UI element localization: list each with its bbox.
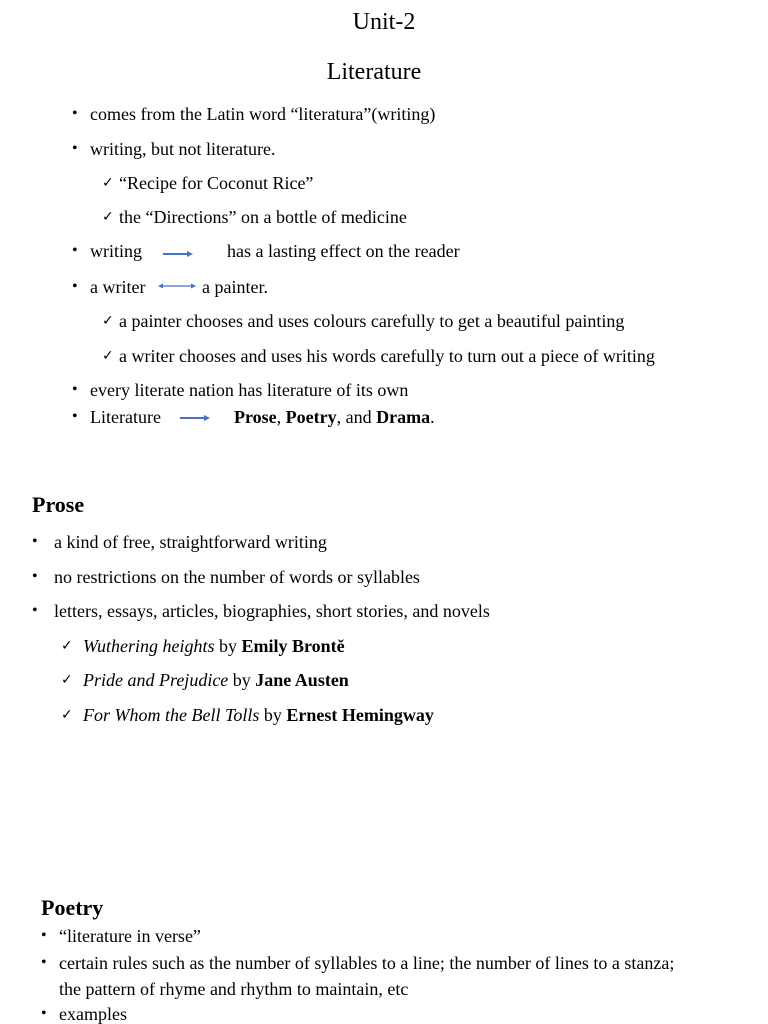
book-citation <box>83 636 345 656</box>
book-title: For Whom the Bell Tolls <box>83 705 260 725</box>
point-text-left: a writer <box>90 277 146 297</box>
bullet: • <box>72 242 78 259</box>
bullet: • <box>41 927 47 944</box>
division-poetry: Poetry <box>285 407 337 427</box>
point-text-left: writing <box>90 241 142 261</box>
book-citation <box>83 670 349 690</box>
divisions-list <box>234 407 435 427</box>
bullet: • <box>72 105 78 122</box>
example-text: the “Directions” on a bottle of medicine <box>119 207 407 227</box>
book-title: Wuthering heights <box>83 636 215 656</box>
point-text: a kind of free, straightforward writing <box>54 532 327 552</box>
bullet: • <box>41 1005 47 1022</box>
example-text: a writer chooses and uses his words carefully to turn out a piece of writing <box>119 346 655 366</box>
division-prose: Prose <box>234 407 277 427</box>
point-text: certain rules such as the number of syllables to a line; the number of lines to a stanza; <box>59 953 675 973</box>
bullet: • <box>32 568 38 585</box>
point-text-right: has a lasting effect on the reader <box>227 241 460 261</box>
bullet: • <box>72 278 78 295</box>
example-text: a painter chooses and uses colours carefully to get a beautiful painting <box>119 311 625 331</box>
check-icon: ✓ <box>102 313 114 329</box>
bullet: • <box>41 954 47 971</box>
right-arrow-icon <box>179 413 211 423</box>
book-author: Jane Austen <box>255 670 349 690</box>
point-text-right: a painter. <box>202 277 268 297</box>
point-text: no restrictions on the number of words or syllables <box>54 567 420 587</box>
book-title: Pride and Prejudice <box>83 670 229 690</box>
separator: , <box>276 407 286 427</box>
point-text: writing, but not literature. <box>90 139 276 159</box>
bullet: • <box>32 602 38 619</box>
separator: , and <box>336 407 377 427</box>
check-icon: ✓ <box>102 209 114 225</box>
bullet: • <box>72 381 78 398</box>
check-icon: ✓ <box>61 707 73 723</box>
prose-heading: Prose <box>32 492 85 517</box>
book-author: Ernest Hemingway <box>286 705 434 725</box>
bullet: • <box>72 408 78 425</box>
point-text-left: Literature <box>90 407 161 427</box>
example-text: “Recipe for Coconut Rice” <box>119 173 314 193</box>
bullet: • <box>32 533 38 550</box>
bullet: • <box>72 140 78 157</box>
by-word: by <box>232 670 251 690</box>
page-title: Literature <box>326 59 422 85</box>
right-arrow-icon <box>162 249 194 259</box>
poetry-heading: Poetry <box>41 895 104 920</box>
point-text: letters, essays, articles, biographies, short stories, and novels <box>54 601 490 621</box>
by-word: by <box>219 636 237 656</box>
division-drama: Drama <box>376 407 431 427</box>
check-icon: ✓ <box>102 175 114 191</box>
double-arrow-icon <box>158 282 196 290</box>
point-text: the pattern of rhyme and rhythm to maintain, etc <box>59 979 409 999</box>
book-author: Emily Brontě <box>241 636 345 656</box>
point-text: “literature in verse” <box>59 926 201 946</box>
point-text: examples <box>59 1004 127 1024</box>
check-icon: ✓ <box>61 672 73 688</box>
book-citation <box>83 705 434 725</box>
unit-label: Unit-2 <box>352 9 416 35</box>
check-icon: ✓ <box>102 348 114 364</box>
point-text: comes from the Latin word “literatura”(writing) <box>90 104 436 124</box>
point-text: every literate nation has literature of its own <box>90 380 409 400</box>
by-word: by <box>263 705 282 725</box>
separator: . <box>430 407 435 427</box>
check-icon: ✓ <box>61 638 73 654</box>
